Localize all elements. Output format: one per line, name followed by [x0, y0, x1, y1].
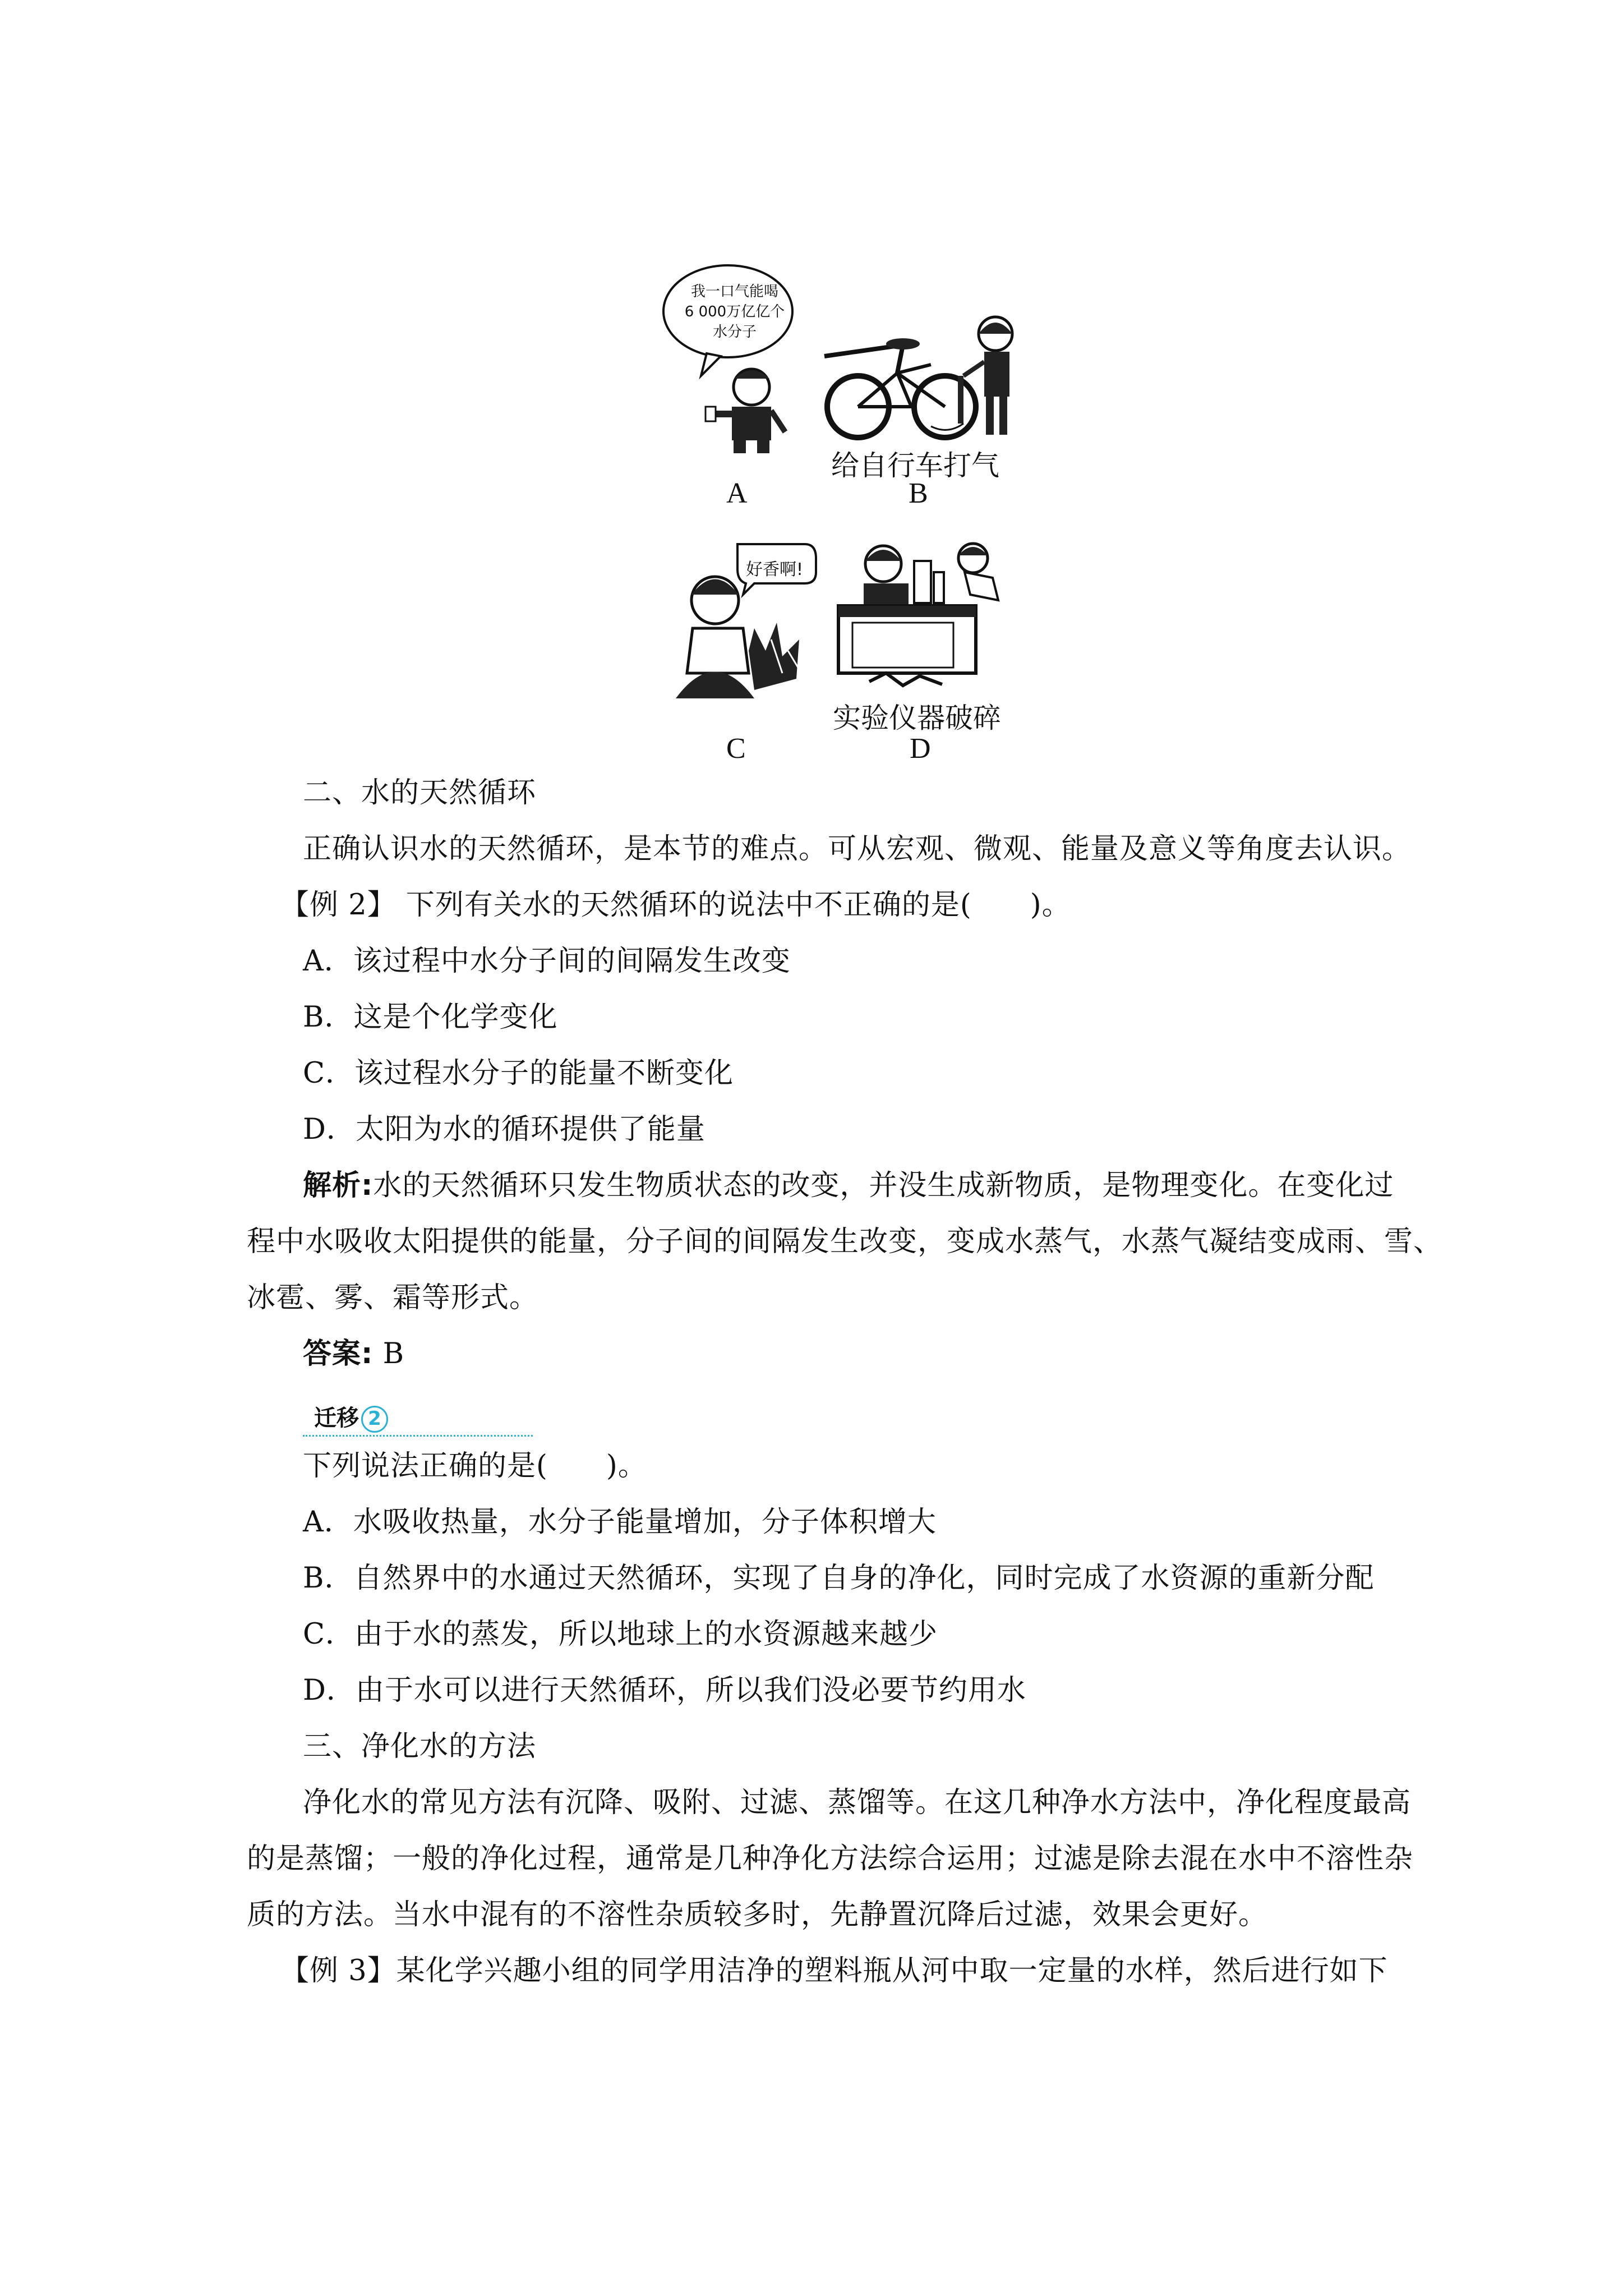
section-3-line-3: 质的方法。当水中混有的不溶性杂质较多时，先静置沉降后过滤，效果会更好。 — [247, 1898, 1268, 1931]
transfer-option-b: B．自然界中的水通过天然循环，实现了自身的净化，同时完成了水资源的重新分配 — [303, 1562, 1375, 1595]
example-2-option-c: C．该过程水分子的能量不断变化 — [303, 1057, 734, 1090]
analysis-text-1: 水的天然循环只发生物质状态的改变，并没生成新物质，是物理变化。在变化过 — [373, 1169, 1394, 1202]
panel-c-speech-bubble: 好香啊! — [746, 560, 804, 579]
example-2 — [280, 889, 1071, 922]
analysis-line-3: 冰雹、雾、霜等形式。 — [247, 1281, 539, 1314]
panel-a-speech-bubble — [679, 282, 791, 342]
section-2-heading: 二、水的天然循环 — [303, 776, 537, 809]
panel-d-lab-illustration — [830, 539, 1021, 693]
panel-a-letter: A — [726, 477, 748, 509]
section-3-line-2: 的是蒸馏；一般的净化过程，通常是几种净化方法综合运用；过滤是除去混在水中不溶性杂 — [247, 1842, 1414, 1875]
panel-b-caption: 给自行车打气 — [831, 449, 999, 482]
transfer-option-a: A．水吸收热量，水分子能量增加，分子体积增大 — [303, 1506, 937, 1539]
panel-c-letter: C — [726, 733, 746, 765]
panel-d-caption: 实验仪器破碎 — [833, 702, 1001, 734]
example-2-option-d: D．太阳为水的循环提供了能量 — [303, 1113, 706, 1146]
example-2-label: 【例 2】 — [280, 889, 396, 922]
example-3-label: 【例 3】 — [280, 1954, 396, 1987]
panel-b-bicycle-illustration — [813, 311, 1026, 440]
transfer-option-d: D．由于水可以进行天然循环，所以我们没必要节约用水 — [303, 1674, 1026, 1707]
panel-b-letter: B — [909, 477, 928, 509]
transfer-underline — [303, 1435, 533, 1437]
bubble-line-1: 我一口气能喝 — [690, 283, 778, 300]
transfer-question: 下列说法正确的是( )。 — [303, 1450, 647, 1483]
example-2-option-b: B．这是个化学变化 — [303, 1001, 558, 1034]
answer-value: B — [373, 1337, 405, 1370]
example-3-text: 某化学兴趣小组的同学用洁净的塑料瓶从河中取一定量的水样，然后进行如下 — [396, 1954, 1388, 1987]
example-2-option-a: A．该过程中水分子间的间隔发生改变 — [303, 945, 791, 978]
section-3-line-1: 净化水的常见方法有沉降、吸附、过滤、蒸馏等。在这几种净水方法中，净化程度最高 — [303, 1786, 1412, 1819]
transfer-number-badge: 2 — [361, 1406, 388, 1433]
answer-line — [303, 1337, 405, 1370]
example-2-text: 下列有关水的天然循环的说法中不正确的是( )。 — [396, 889, 1071, 922]
section-2-intro: 正确认识水的天然循环，是本节的难点。可从宏观、微观、能量及意义等角度去认识。 — [303, 832, 1412, 866]
transfer-label — [314, 1400, 388, 1433]
transfer-label-text: 迁移 — [314, 1405, 359, 1431]
bubble-line-3: 水分子 — [712, 324, 757, 341]
transfer-option-c: C．由于水的蒸发，所以地球上的水资源越来越少 — [303, 1618, 938, 1651]
analysis-line-1 — [303, 1171, 1394, 1200]
section-3-heading: 三、净化水的方法 — [303, 1730, 537, 1763]
analysis-label: 解析: — [303, 1169, 374, 1202]
example-3 — [280, 1954, 1388, 1987]
analysis-line-2: 程中水吸收太阳提供的能量，分子间的间隔发生改变，变成水蒸气，水蒸气凝结变成雨、雪、 — [247, 1225, 1443, 1258]
panel-d-letter: D — [910, 733, 931, 765]
answer-label: 答案: — [303, 1337, 374, 1370]
bubble-line-2: 6 000万亿亿个 — [684, 303, 785, 320]
